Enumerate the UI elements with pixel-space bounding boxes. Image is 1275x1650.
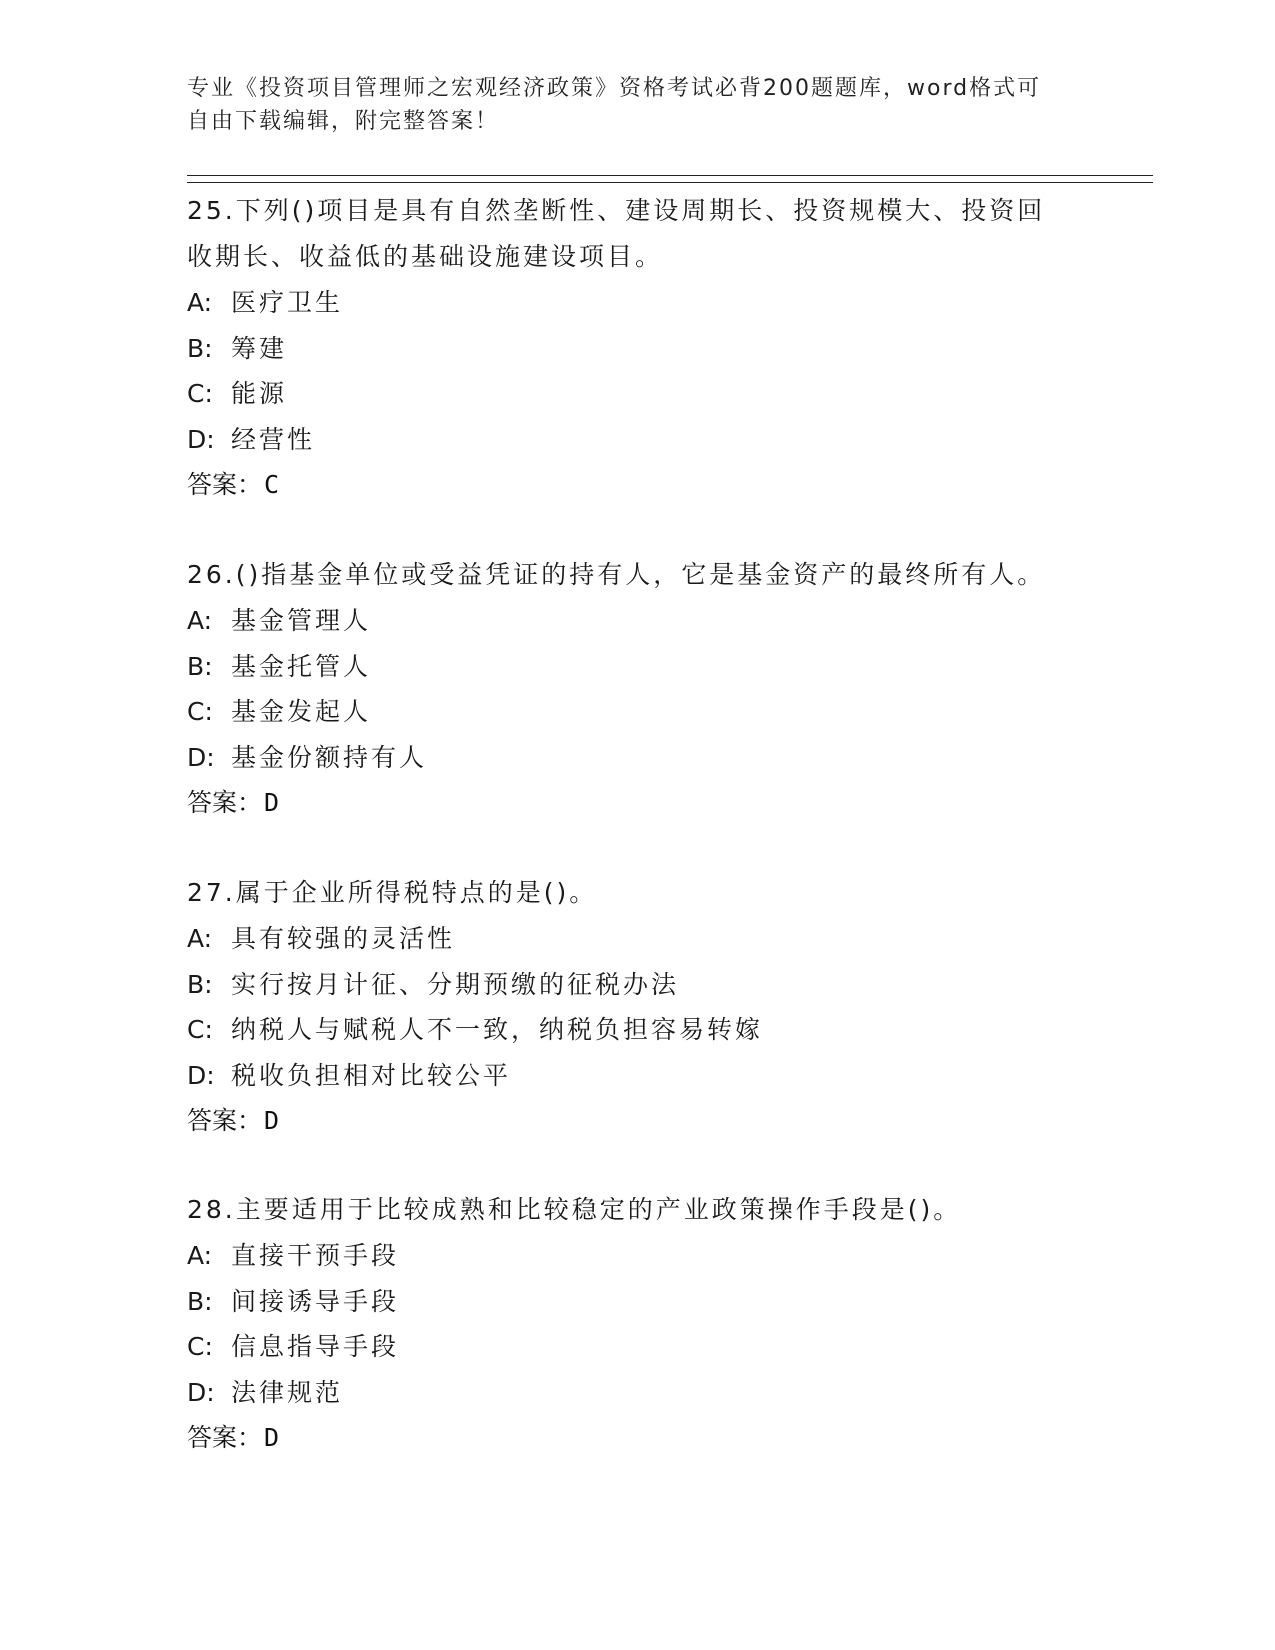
- option-b: [187, 326, 1087, 372]
- option-d: [187, 735, 1087, 781]
- option-d: [187, 1370, 1087, 1416]
- option-letter: B:: [187, 969, 213, 999]
- option-a: [187, 1233, 1087, 1279]
- header-line-1: 专业《投资项目管理师之宏观经济政策》资格考试必背200题题库，word格式可: [187, 76, 1042, 101]
- option-a: [187, 598, 1087, 644]
- question-stem-line: 28.主要适用于比较成熟和比较稳定的产业政策操作手段是()。: [187, 1195, 962, 1224]
- option-text: 信息指导手段: [231, 1332, 400, 1361]
- question-stem-line: 26.()指基金单位或受益凭证的持有人，它是基金资产的最终所有人。: [187, 560, 1046, 589]
- option-text: 筹建: [231, 333, 288, 363]
- option-b: [187, 644, 1087, 690]
- option-text: 基金份额持有人: [231, 742, 428, 772]
- answer-line: [187, 1098, 1087, 1144]
- question-stem-line: 27.属于企业所得税特点的是()。: [187, 878, 598, 907]
- question-28: [187, 1187, 1087, 1461]
- option-letter: A:: [187, 606, 213, 635]
- option-text: 纳税人与赋税人不一致，纳税负担容易转嫁: [231, 1015, 764, 1044]
- option-letter: C:: [187, 1015, 213, 1044]
- answer-line: [187, 780, 1087, 826]
- question-stem-line: 25.下列()项目是具有自然垄断性、建设周期长、投资规模大、投资回: [187, 196, 1046, 225]
- option-a: [187, 280, 1087, 326]
- option-letter: D:: [187, 742, 215, 772]
- document-header: [187, 72, 1067, 138]
- question-26: [187, 552, 1087, 826]
- answer-label: 答案：: [187, 788, 263, 817]
- option-letter: C:: [187, 697, 213, 726]
- option-text: 实行按月计征、分期预缴的征税办法: [231, 969, 680, 999]
- answer-value: D: [264, 1106, 280, 1135]
- answer-line: [187, 1415, 1087, 1461]
- option-c: [187, 1007, 1087, 1053]
- option-letter: B:: [187, 651, 213, 681]
- option-text: 直接干预手段: [231, 1241, 400, 1270]
- option-letter: A:: [187, 1241, 213, 1270]
- question-25: [187, 188, 1087, 508]
- option-text: 基金发起人: [231, 697, 372, 726]
- question-stem: [187, 188, 1087, 280]
- option-text: 医疗卫生: [231, 288, 344, 317]
- option-text: 具有较强的灵活性: [231, 924, 456, 953]
- option-letter: C:: [187, 1332, 213, 1361]
- answer-line: [187, 462, 1087, 508]
- option-text: 间接诱导手段: [231, 1286, 400, 1316]
- option-b: [187, 962, 1087, 1008]
- question-27: [187, 870, 1087, 1144]
- option-letter: A:: [187, 288, 213, 317]
- option-letter: A:: [187, 924, 213, 953]
- option-letter: B:: [187, 1286, 213, 1316]
- option-text: 能源: [231, 379, 288, 408]
- option-letter: D:: [187, 424, 215, 454]
- option-text: 基金管理人: [231, 606, 372, 635]
- option-c: [187, 689, 1087, 735]
- header-line-2: 自由下载编辑，附完整答案！: [187, 109, 500, 134]
- question-stem: [187, 870, 1087, 916]
- option-text: 税收负担相对比较公平: [231, 1060, 512, 1090]
- option-b: [187, 1279, 1087, 1325]
- answer-label: 答案：: [187, 1423, 263, 1452]
- option-letter: D:: [187, 1377, 215, 1407]
- option-d: [187, 1053, 1087, 1099]
- answer-value: D: [264, 788, 280, 817]
- option-letter: B:: [187, 333, 213, 363]
- answer-value: C: [264, 470, 280, 499]
- answer-label: 答案：: [187, 470, 263, 499]
- option-c: [187, 371, 1087, 417]
- header-divider-top: [187, 175, 1153, 176]
- option-text: 经营性: [231, 424, 316, 454]
- header-divider-bottom: [187, 182, 1153, 183]
- option-text: 基金托管人: [231, 651, 372, 681]
- option-letter: C:: [187, 379, 213, 408]
- option-a: [187, 916, 1087, 962]
- option-c: [187, 1324, 1087, 1370]
- option-text: 法律规范: [231, 1377, 344, 1407]
- answer-label: 答案：: [187, 1106, 263, 1135]
- option-d: [187, 417, 1087, 463]
- question-stem: [187, 552, 1087, 598]
- answer-value: D: [264, 1423, 280, 1452]
- option-letter: D:: [187, 1060, 215, 1090]
- question-stem-line: 收期长、收益低的基础设施建设项目。: [187, 242, 664, 271]
- question-stem: [187, 1187, 1087, 1233]
